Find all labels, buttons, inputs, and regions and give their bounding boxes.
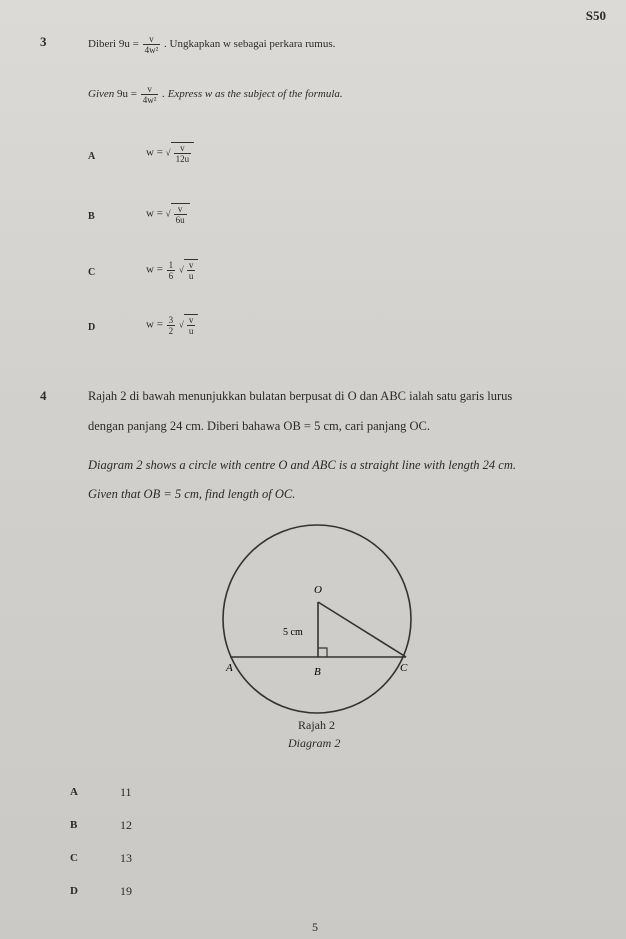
q4-choice-a-value[interactable]: 11 [120,785,132,799]
question-4-number: 4 [40,388,47,403]
diagram-caption-english: Diagram 2 [288,736,341,750]
label-5cm: 5 cm [283,627,303,638]
label-c: C [400,662,408,674]
question-3-malay [88,34,335,55]
q4-choice-c-value[interactable]: 13 [120,851,132,865]
q3-option-b-label[interactable]: B [88,211,95,222]
q3-option-d-label[interactable]: D [88,322,96,333]
label-b: B [314,666,321,678]
right-angle-marker [318,648,327,657]
q4-choice-d-value[interactable]: 19 [120,884,132,898]
label-a: A [226,662,233,674]
circle-outline [223,525,411,713]
q4-choice-b-value[interactable]: 12 [120,818,132,832]
q3-malay-prefix: Diberi [88,38,117,51]
sqrt-symbol: √ $\frac{v}{12u}$ [166,142,194,164]
label-o: O [314,584,322,596]
q3-formula-lhs: 9u = [118,38,139,51]
circle-diagram [200,520,440,720]
question-3-english [88,84,343,105]
q4-choice-c-label[interactable]: C [70,852,78,864]
q4-choice-d-label[interactable]: D [70,885,78,897]
q3-option-a-label[interactable]: A [88,151,96,162]
q3-option-b[interactable]: w = √ $\frac{v}{6u}$ [146,203,190,225]
q4-english-line2: Given that OB = 5 cm, find length of OC. [88,487,296,501]
q3-formula-lhs-en: 9u = [117,88,137,101]
diagram-caption-malay: Rajah 2 [298,718,335,732]
sqrt-symbol: √ $\frac{v}{u}$ [179,259,198,281]
q4-english-line1: Diagram 2 shows a circle with centre O and ABC is a straight line with length 24 cm. [88,458,516,472]
q4-choice-b-label[interactable]: B [70,819,78,831]
q3-malay-suffix: . Ungkapkan w sebagai perkara rumus. [164,38,336,51]
q3-english-suffix: . Express w as the subject of the formula. [162,88,343,101]
q4-malay-line2: dengan panjang 24 cm. Diberi bahawa OB = 5 cm, cari panjang OC. [88,419,431,433]
sqrt-symbol: √ $\frac{v}{u}$ [179,314,198,336]
question-3-number: 3 [40,34,47,49]
segment-oc [318,602,406,657]
q3-option-c-label[interactable]: C [88,267,96,278]
q3-formula-fraction-en: $\frac{v}{\text{4w²}}$ [142,84,157,105]
q3-option-a[interactable]: w = √ $\frac{v}{12u}$ [146,142,194,164]
q4-malay-line1: Rajah 2 di bawah menunjukkan bulatan berpusat di O dan ABC ialah satu garis lurus [88,389,513,403]
q3-option-c[interactable]: w = $\frac{1}{6}$ √ $\frac{v}{u}$ [146,259,198,281]
q4-choice-a-label[interactable]: A [70,786,78,798]
sqrt-symbol: √ $\frac{v}{6u}$ [166,203,190,225]
q3-option-d[interactable]: w = $\frac{3}{2}$ √ $\frac{v}{u}$ [146,314,198,336]
page-number: 5 [312,920,318,934]
q3-english-prefix: Given [88,88,115,101]
q3-formula-fraction: $\frac{v}{\text{4w²}}$ [144,34,159,55]
paper-code: S50 [585,8,606,23]
